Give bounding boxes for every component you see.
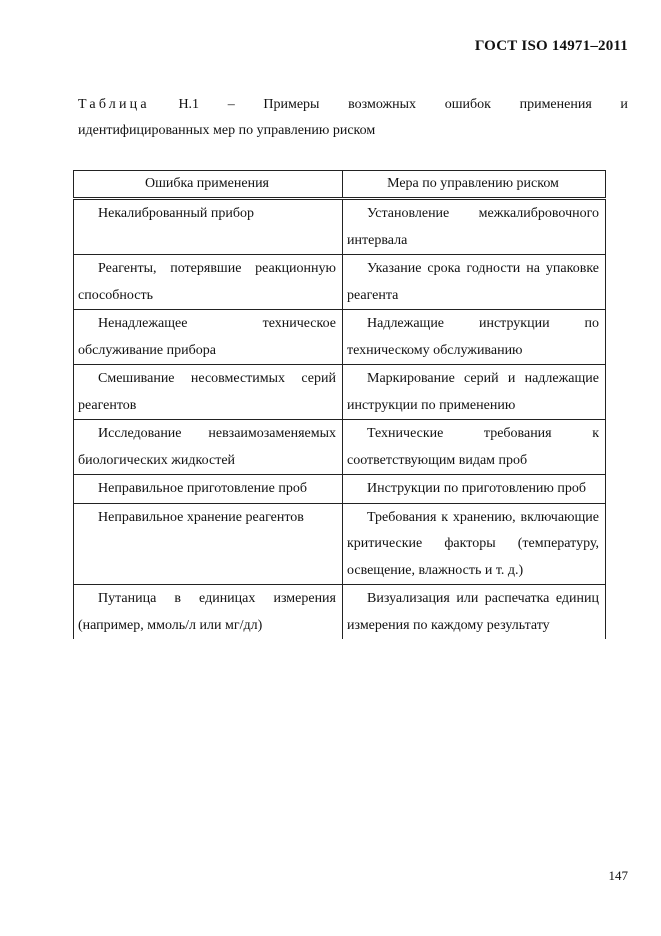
table-row — [74, 255, 606, 310]
error-cell — [74, 365, 343, 420]
error-cell-text: Неправильное приготовление проб — [98, 481, 307, 496]
measure-cell-text: Установление межкалибровочного интервала — [347, 206, 599, 248]
table-row — [74, 310, 606, 365]
error-cell-text: Ненадлежащее техническое обслуживание прибора — [78, 316, 336, 358]
table-row — [74, 475, 606, 504]
caption-word: возможных — [348, 97, 417, 112]
error-cell — [74, 475, 343, 504]
caption-label: Таблица — [78, 97, 150, 112]
caption-word: Примеры — [263, 97, 320, 112]
caption-word: ошибок — [444, 97, 491, 112]
caption-word: применения — [519, 97, 592, 112]
error-cell — [74, 310, 343, 365]
table-header-row — [74, 171, 606, 199]
measure-cell — [343, 255, 606, 310]
error-cell — [74, 585, 343, 640]
error-cell-text: Реагенты, потерявшие реакционную способность — [78, 261, 336, 303]
error-cell — [74, 255, 343, 310]
measure-cell — [343, 420, 606, 475]
error-cell-text: Неправильное хранение реагентов — [98, 509, 304, 525]
risk-control-table — [73, 170, 606, 639]
table-row — [74, 503, 606, 585]
caption-line-1 — [78, 92, 628, 118]
caption-number: Н.1 — [178, 97, 200, 112]
column-header-measure: Мера по управлению риском — [343, 171, 606, 199]
measure-cell-text: Указание срока годности на упаковке реагента — [347, 261, 599, 303]
measure-cell-text: Маркирование серий и надлежащие инструкции по применению — [347, 371, 599, 413]
table-row — [74, 365, 606, 420]
measure-cell-text: Надлежащие инструкции по техническому обслуживанию — [347, 316, 599, 358]
measure-cell — [343, 310, 606, 365]
caption-word: и — [620, 97, 628, 112]
measure-cell-text: Визуализация или распечатка единиц измерения по каждому результату — [347, 591, 599, 633]
table-row — [74, 585, 606, 640]
error-cell — [74, 420, 343, 475]
measure-cell — [343, 365, 606, 420]
table-caption — [78, 92, 628, 144]
measure-cell-text: Требования к хранению, включающие критические факторы (температуру, освещение, влажность и т. д.) — [347, 509, 599, 578]
error-cell — [74, 503, 343, 585]
error-cell — [74, 199, 343, 255]
column-header-error: Ошибка применения — [74, 171, 343, 199]
document-header: ГОСТ ISO 14971–2011 — [474, 38, 628, 54]
page-number: 147 — [608, 868, 628, 883]
error-cell-text: Смешивание несовместимых серий реагентов — [78, 371, 336, 413]
measure-cell-text: Технические требования к соответствующим видам проб — [347, 426, 599, 468]
measure-cell-text: Инструкции по приготовлению проб — [367, 481, 587, 496]
table-row — [74, 199, 606, 255]
measure-cell — [343, 585, 606, 640]
measure-cell — [343, 475, 606, 504]
caption-line-2: идентифицированных мер по управлению риском — [78, 123, 376, 138]
measure-cell — [343, 503, 606, 585]
error-cell-text: Исследование невзаимозаменяемых биологических жидкостей — [78, 426, 336, 468]
caption-dash: – — [227, 97, 235, 112]
error-cell-text: Некалиброванный прибор — [98, 206, 254, 221]
table-row — [74, 420, 606, 475]
error-cell-text: Путаница в единицах измерения (например, ммоль/л или мг/дл) — [78, 591, 336, 633]
table-body — [74, 199, 606, 640]
measure-cell — [343, 199, 606, 255]
